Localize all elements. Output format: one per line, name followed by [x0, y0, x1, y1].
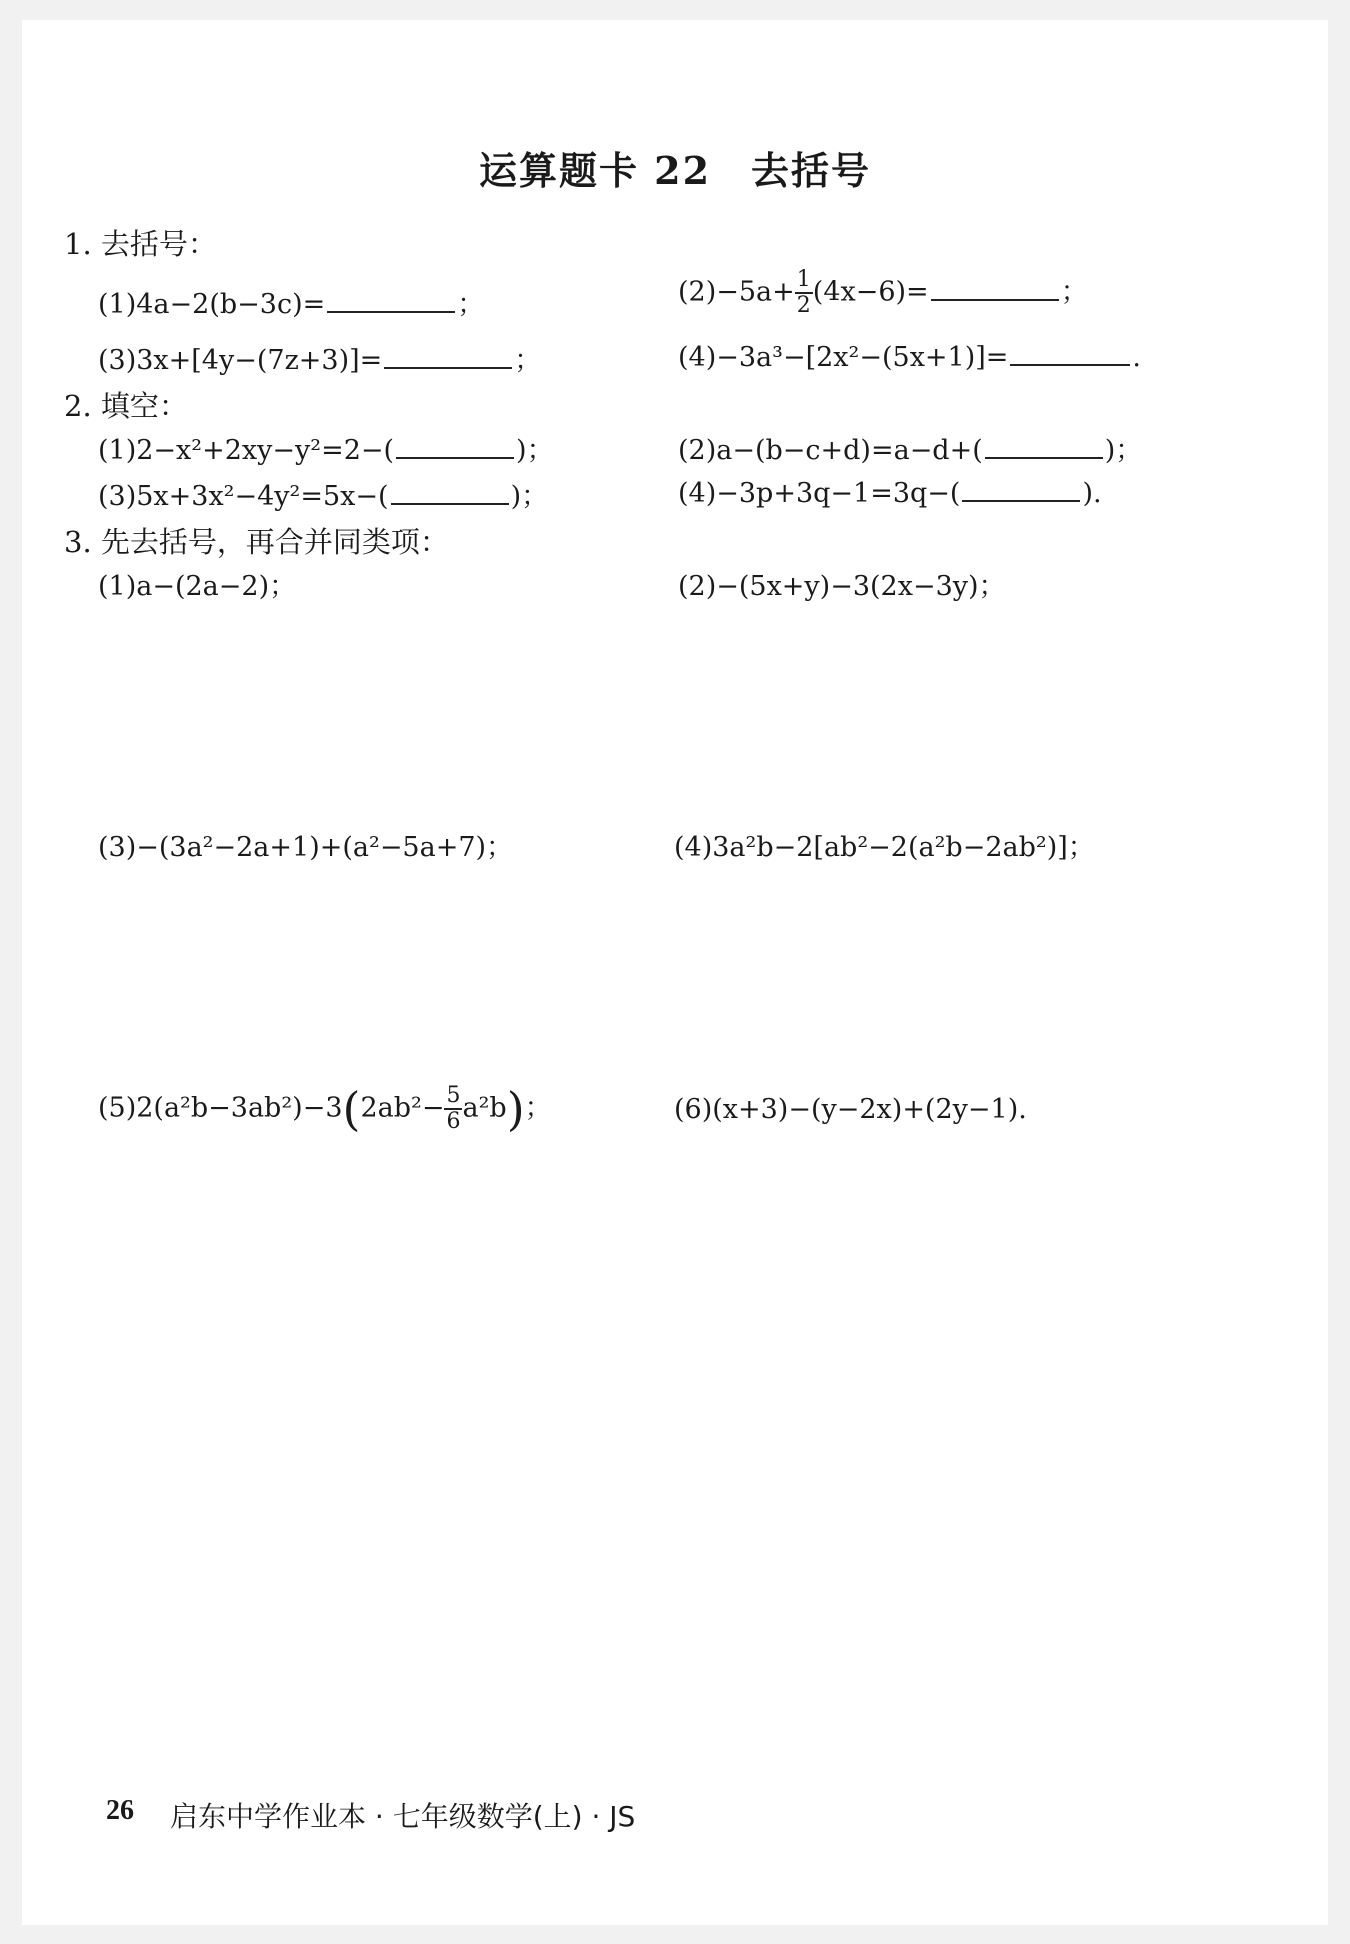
q3-item-3: (3)−(3a²−2a+1)+(a²−5a+7)； [98, 832, 514, 863]
fraction-numerator: 1 [796, 267, 811, 292]
q2-item-3-text: (3)5x+3x²−4y²=5x−( [98, 481, 389, 512]
q2-item-3-end: )； [510, 481, 549, 512]
fraction-denominator: 2 [796, 293, 811, 318]
q1-item-3 [98, 338, 541, 377]
q1-item-2-post: (4x−6)= [812, 276, 929, 308]
q2-item-4 [678, 474, 1102, 509]
q1-item-4 [678, 338, 1141, 373]
q1-item-2-pre: (2)−5a+ [678, 276, 795, 308]
q1-item-2 [678, 268, 1088, 318]
q1-item-1-end: ； [457, 289, 485, 320]
q2-item-4-end: ). [1082, 478, 1102, 509]
right-big-paren: ) [506, 1082, 525, 1136]
q1-item-2-end: ； [1060, 276, 1088, 308]
q2-item-4-answer-blank[interactable] [962, 474, 1080, 502]
worksheet-page [22, 20, 1328, 1925]
q2-item-3-answer-blank[interactable] [391, 477, 509, 505]
q2-item-2-text: (2)a−(b−c+d)=a−d+( [678, 435, 983, 466]
book-title: 启东中学作业本 · 七年级数学(上) · JS [170, 1800, 636, 1833]
q1-item-3-answer-blank[interactable] [384, 341, 512, 369]
q2-item-2-answer-blank[interactable] [985, 431, 1103, 459]
q3-item-5-inner-pre: 2ab²− [360, 1092, 445, 1124]
q3-item-5-inner-post: a²b [462, 1092, 507, 1124]
q2-item-4-text: (4)−3p+3q−1=3q−( [678, 478, 961, 509]
left-big-paren: ( [342, 1082, 361, 1136]
q2-item-2-end: )； [1104, 435, 1143, 466]
q1-item-3-end: ； [514, 345, 542, 376]
q1-item-4-text: (4)−3a³−[2x²−(5x+1)]= [678, 342, 1009, 373]
q3-item-5-end: ； [524, 1092, 552, 1124]
fraction-numerator: 5 [446, 1083, 461, 1108]
q1-item-1-answer-blank[interactable] [327, 285, 455, 313]
q3-item-2: (2)−(5x+y)−3(2x−3y)； [678, 571, 1006, 602]
q3-heading: 3. 先去括号，再合并同类项： [64, 525, 449, 559]
fraction-denominator: 6 [446, 1109, 461, 1134]
q2-item-1-text: (1)2−x²+2xy−y²=2−( [98, 435, 395, 466]
fraction-five-sixths [444, 1084, 462, 1134]
fraction-one-half [795, 268, 813, 318]
q1-item-4-end: . [1132, 342, 1142, 373]
q3-item-1: (1)a−(2a−2)； [98, 571, 297, 602]
q3-item-4: (4)3a²b−2[ab²−2(a²b−2ab²)]； [674, 832, 1095, 863]
q2-item-1-answer-blank[interactable] [396, 431, 514, 459]
page-number: 26 [106, 1795, 134, 1826]
q2-item-3 [98, 474, 548, 513]
q2-heading: 2. 填空： [64, 389, 188, 423]
q3-item-5 [98, 1082, 552, 1136]
page-title: 运算题卡 22 去括号 [478, 148, 872, 193]
q3-item-5-pre: (5)2(a²b−3ab²)−3 [98, 1092, 343, 1124]
q3-item-6: (6)(x+3)−(y−2x)+(2y−1). [674, 1094, 1027, 1125]
q1-item-1 [98, 282, 484, 321]
q2-item-1 [98, 428, 554, 467]
q2-item-2 [678, 428, 1142, 467]
q2-item-1-end: )； [516, 435, 554, 466]
q1-item-2-answer-blank[interactable] [931, 273, 1059, 301]
q1-heading: 1. 去括号： [64, 227, 217, 261]
q1-item-4-answer-blank[interactable] [1010, 338, 1130, 366]
q1-item-1-text: (1)4a−2(b−3c)= [98, 289, 326, 320]
q1-item-3-text: (3)3x+[4y−(7z+3)]= [98, 345, 383, 376]
